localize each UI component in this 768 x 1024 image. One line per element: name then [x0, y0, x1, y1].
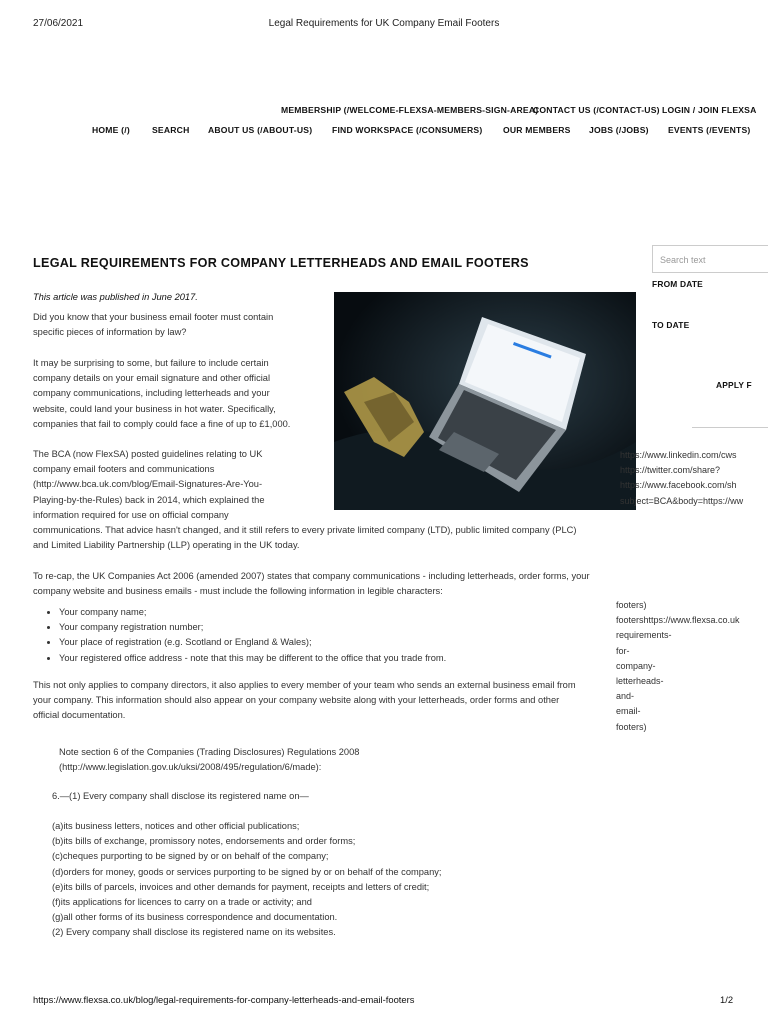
- list-item: • Your company name;: [59, 605, 623, 620]
- nav-about[interactable]: ABOUT US (/ABOUT-US): [208, 125, 313, 135]
- text-line: specific pieces of information by law?: [33, 327, 187, 338]
- text-line: and Limited Liability Partnership (LLP) operating in the UK today.: [33, 540, 300, 551]
- print-footer-url: https://www.flexsa.co.uk/blog/legal-requirements-for-company-letterheads-and-email-footers: [33, 994, 415, 1005]
- regulation-note: [59, 745, 359, 775]
- list-item: (g)all other forms of its business correspondence and documentation.: [52, 912, 338, 923]
- share-links: [620, 448, 743, 509]
- text-line: website, could land your business in hot water. Specifically,: [33, 403, 276, 414]
- nav-workspace[interactable]: FIND WORKSPACE (/CONSUMERS): [332, 125, 483, 135]
- list-item: (d)orders for money, goods or services purporting to be signed by or on behalf of the company;: [52, 866, 442, 877]
- article-heading: LEGAL REQUIREMENTS FOR COMPANY LETTERHEADS AND EMAIL FOOTERS: [33, 256, 529, 270]
- to-date-label[interactable]: TO DATE: [652, 320, 690, 330]
- laptop-photo: [334, 292, 636, 510]
- list-item: (b)its bills of exchange, promissory notes, endorsements and order forms;: [52, 836, 356, 847]
- nav-jobs[interactable]: JOBS (/JOBS): [589, 125, 649, 135]
- regulation-items: [52, 819, 441, 941]
- text-line: It may be surprising to some, but failure to include certain: [33, 358, 269, 368]
- nav-search[interactable]: SEARCH: [152, 125, 190, 135]
- share-facebook-link[interactable]: https://www.facebook.com/sh: [620, 480, 737, 491]
- text-line: Playing-by-the-Rules) back in 2014, which explained the: [33, 494, 265, 505]
- paragraph-3-continued: [33, 523, 653, 553]
- paragraph-2: [33, 356, 328, 432]
- text-line: footers): [616, 721, 647, 732]
- text-line: company email footers and communications: [33, 464, 215, 475]
- list-item: • Your place of registration (e.g. Scotland or England & Wales);: [59, 635, 623, 650]
- print-date: 27/06/2021: [33, 18, 84, 29]
- text-line: footers): [616, 600, 647, 610]
- nav-membership[interactable]: MEMBERSHIP (/WELCOME-FLEXSA-MEMBERS-SIGN-AREA): [281, 105, 539, 115]
- list-item: (e)its bills of parcels, invoices and other demands for payment, receipts and letters of credit;: [52, 881, 430, 892]
- text-line: company website and business emails - must include the following information in legible characters:: [33, 586, 443, 597]
- from-date-label[interactable]: FROM DATE: [652, 279, 703, 289]
- text-line: (http://www.legislation.gov.uk/uksi/2008/495/regulation/6/made):: [59, 762, 322, 773]
- text-line: footershttps://www.flexsa.co.uk: [616, 615, 740, 626]
- text-line: The BCA (now FlexSA) posted guidelines relating to UK: [33, 449, 263, 459]
- text-line: letterheads-: [616, 676, 664, 687]
- requirements-list: [33, 605, 623, 666]
- published-note: This article was published in June 2017.: [33, 292, 198, 302]
- text-line: Did you know that your business email footer must contain: [33, 312, 274, 322]
- search-input[interactable]: Search text: [652, 245, 768, 273]
- print-title: Legal Requirements for UK Company Email Footers: [268, 18, 500, 29]
- sidebar-divider: [692, 427, 768, 428]
- share-email-link[interactable]: subject=BCA&body=https://ww: [620, 495, 744, 506]
- apply-filter-button[interactable]: APPLY F: [716, 380, 752, 390]
- text-line: company communications, including letterheads and your: [33, 388, 270, 399]
- text-line: communications. That advice hasn't changed, and it still refers to every private limited company (LTD), public limited company (PLC): [33, 525, 577, 535]
- text-line: requirements-: [616, 630, 672, 641]
- list-item: (c)cheques purporting to be signed by or on behalf of the company;: [52, 851, 329, 862]
- list-item: (2) Every company shall disclose its registered name on its websites.: [52, 927, 336, 938]
- text-line: companies that fail to comply could face a fine of up to £1,000.: [33, 418, 291, 429]
- text-line: your company. This information should also appear on your company website along with your letterheads, order forms and other: [33, 695, 560, 706]
- paragraph-4: [33, 569, 653, 599]
- text-line: information required for use on official company: [33, 509, 229, 520]
- nav-events[interactable]: EVENTS (/EVENTS): [668, 125, 751, 135]
- regulation-section: 6.—(1) Every company shall disclose its registered name on—: [52, 791, 309, 801]
- text-line: for-: [616, 645, 630, 656]
- text-line: email-: [616, 706, 641, 717]
- text-line: (http://www.bca.uk.com/blog/Email-Signatures-Are-You-: [33, 479, 263, 490]
- text-line: Note section 6 of the Companies (Trading Disclosures) Regulations 2008: [59, 747, 360, 757]
- text-line: and-: [616, 691, 635, 702]
- list-item: • Your company registration number;: [59, 620, 623, 635]
- paragraph-5: [33, 678, 653, 724]
- text-line: company-: [616, 660, 656, 671]
- text-line: To re-cap, the UK Companies Act 2006 (amended 2007) states that company communications - including letterheads, order forms, your: [33, 571, 590, 581]
- text-line: official documentation.: [33, 710, 126, 721]
- nav-login[interactable]: LOGIN / JOIN FLEXSA: [662, 105, 757, 115]
- list-item: (f)its applications for licences to carry on a trade or activity; and: [52, 897, 312, 908]
- nav-home[interactable]: HOME (/): [92, 125, 130, 135]
- print-page-number: 1/2: [720, 994, 734, 1005]
- share-url-tail: [616, 598, 740, 735]
- nav-contact[interactable]: CONTACT US (/CONTACT-US): [533, 105, 660, 115]
- text-line: company details on your email signature and other official: [33, 373, 271, 384]
- paragraph-1: [33, 310, 328, 340]
- nav-members[interactable]: OUR MEMBERS: [503, 125, 571, 135]
- laptop-illustration: [334, 292, 636, 510]
- list-item: (a)its business letters, notices and other official publications;: [52, 821, 300, 831]
- share-twitter-link[interactable]: https://twitter.com/share?: [620, 465, 721, 476]
- paragraph-3: [33, 447, 328, 523]
- share-linkedin-link[interactable]: https://www.linkedin.com/cws: [620, 450, 737, 460]
- text-line: This not only applies to company directors, it also applies to every member of your team who sends an external business email from: [33, 680, 576, 690]
- list-item: • Your registered office address - note that this may be different to the office that you trade from.: [59, 651, 623, 666]
